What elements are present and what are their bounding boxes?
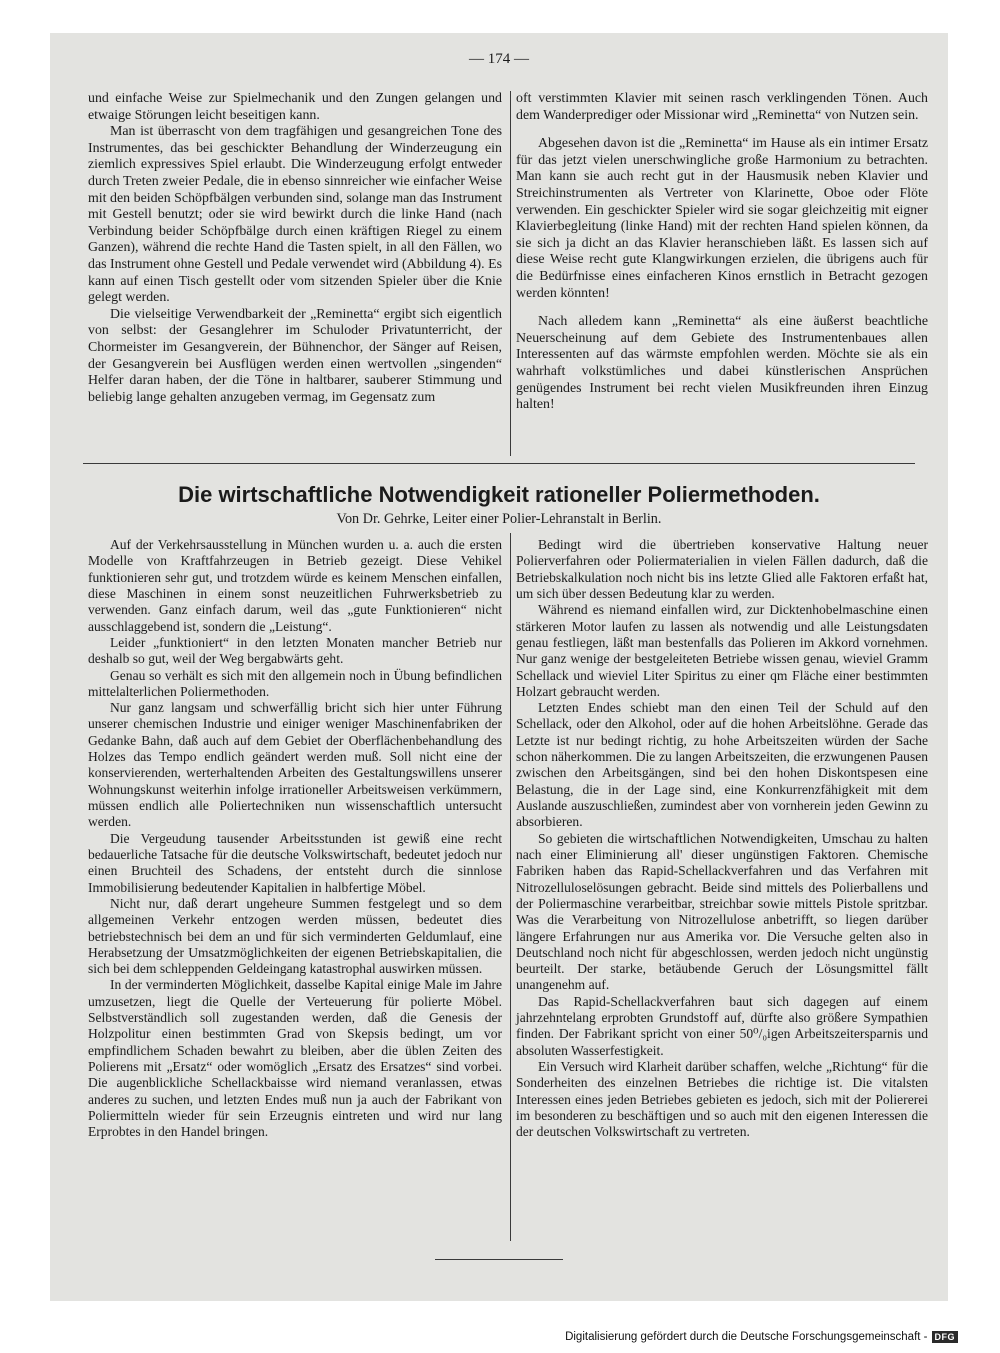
article1-right-column xyxy=(516,91,928,414)
paragraph: So gebieten die wirtschaftlichen Notwendigkeiten, Umschau zu halten nach einer Eliminierung all' dieser ungünstigen Faktoren. Chemische Fabriken haben das Rapid-Schellackverfahren und das Verfahren mit Nitrozelluloselösungen gebracht. Beide sind mittels des Polierballens und der Poliermaschine verarbeitbar, streichbar sowie mittels Pistole spritzbar. Was die Verarbeitung von Nitrozellulose anbetrifft, so liegen darüber längere Erfahrungen nur aus Amerika vor. Die Versuche gelten also in Deutschland noch nicht für abgeschlossen, werden jedoch nicht ungünstig beurteilt. Der starke, betäubende Geruch der Lösungsmittel fällt unangenehm auf. xyxy=(516,830,928,993)
article2-left-column xyxy=(88,537,502,1141)
article2-right-column xyxy=(516,537,928,1141)
page-number: — 174 — xyxy=(469,51,529,67)
paragraph: und einfache Weise zur Spielmechanik und den Zungen gelangen und etwaige Störungen leicht beseitigen kann. xyxy=(88,91,502,123)
paragraph: Die Vergeudung tausender Arbeitsstunden ist gewiß eine recht bedauerliche Tatsache für die deutsche Volkswirtschaft, bedeutet jedoch nur einen Bruchteil des Schadens, der entsteht durch die sinnlose Immobilisierung bedeutender Kapitalien in halbfertige Möbel. xyxy=(88,830,502,895)
paragraph: Das Rapid-Schellackverfahren baut sich dagegen auf einem jahrzehntelang erprobten Grundstoff auf, dürfte also größere Sympathien finden. Der Fabrikant spricht von einer 50⁰/₀igen Arbeitszeitersparnis und absoluten Wasserfestigkeit. xyxy=(516,993,928,1058)
paragraph: oft verstimmten Klavier mit seinen rasch verklingenden Tönen. Auch dem Wanderprediger oder Missionar wird „Reminetta“ von Nutzen sein. xyxy=(516,91,928,123)
paragraph: In der verminderten Möglichkeit, dasselbe Kapital einige Male im Jahre umzusetzen, liegt die Quelle der Verteuerung für polierte Möbel. Selbstverständlich soll zugestanden werden, daß die Genesis der Holzpolitur einen bestimmten Grad von Skepsis bedingt, um vor empfindlichem Schaden bewahrt zu bleiben, aber die üblen Zeiten des Polierens mit „Ersatz“ oder womöglich „Ersatz des Ersatzes“ sind vorbei. Die augenblickliche Schellackbaisse wird niemand veranlassen, etwas anderes zu suchen, und letzten Endes muß nun ja auch der Fabrikant von Poliermitteln wieder für sein Erzeugnis eintreten und wird nur lang Erprobtes in den Handel bringen. xyxy=(88,977,502,1140)
article1-left-column xyxy=(88,91,502,406)
paragraph: Genau so verhält es sich mit den allgemein noch in Übung befindlichen mittelalterlichen Poliermethoden. xyxy=(88,667,502,699)
paragraph: Die vielseitige Verwendbarkeit der „Reminetta“ ergibt sich eigentlich von selbst: der Gesanglehrer im Schuloder Privatunterricht, der Chormeister im Gesangverein, der Bühnenchor, der Sänger auf Reisen, der Gesangverein bei Ausflügen werden einen wertvollen „singenden“ Helfer daran haben, der die Töne in haltbarer, sauberer Stimmung und beliebig lange gehalten anzugeben vermag, im Gegensatz zum xyxy=(88,306,502,405)
paragraph: Letzten Endes schiebt man den einen Teil der Schuld auf den Schellack, oder den Alkohol, oder auf die hohen Arbeitslöhne. Gerade das Letzte ist nur bedingt richtig, zu hohe Arbeitszeiten würden der Sache schon näherkommen. Die zu langen Arbeitszeiten, die erzwungenen Pausen zwischen den Arbeitsgängen, sind bei den hohen Diskontspesen eine Belastung, die in der Lage sind, eine Konkurrenzfähigkeit mit dem Auslande auszuschließen, zumindest aber von vornherein jeden Gewinn zu absorbieren. xyxy=(516,700,928,830)
paragraph: Nur ganz langsam und schwerfällig bricht sich hier unter Führung unserer chemischen Industrie und einiger weniger Maschinenfabriken der Gedanke Bahn, daß auch auf dem Gebiet der Oberflächenbehandlung des Holzes das Tempo endlich geändert werden muß. Soll nicht eine der konservierenden, werterhaltenden Arbeiten des Gestaltungswillens unserer Wohnungskunst weiterhin infolge irrationeller Arbeitsweisen verkümmern, müssen endlich alle Poliertechniken nun wissenschaftlich untersucht werden. xyxy=(88,700,502,830)
scanned-page xyxy=(50,33,948,1301)
end-rule xyxy=(435,1259,563,1260)
article-byline: Von Dr. Gehrke, Leiter einer Polier-Lehranstalt in Berlin. xyxy=(336,511,662,527)
paragraph: Leider „funktioniert“ in den letzten Monaten mancher Betrieb nur deshalb so gut, weil der Weg bergabwärts geht. xyxy=(88,634,502,667)
paragraph: Nach alledem kann „Reminetta“ als eine äußerst beachtliche Neuerscheinung auf dem Gebiete des Instrumentenbaues allen Interessenten auf das wärmste empfohlen werden. Möchte sie als ein wahrhaft volkstümliches und dabei künstlerischen Ansprüchen genügendes Instrument bei recht vielen Musikfreunden ihren Einzug halten! xyxy=(516,314,928,413)
column-divider xyxy=(510,533,511,1241)
paragraph: Während es niemand einfallen wird, zur Dicktenhobelmaschine einen stärkeren Motor laufen zu lassen als notwendig und alle Leistungsdaten genau festliegen, läßt man bestenfalls das Polieren im Akkord vornehmen. Nur ganz wenige der bestgeleiteten Betriebe wissen genau, wieviel Gramm Schellack und wieviel Liter Spiritus zu einer qm Fläche einer bestimmten Holzart gebraucht werden. xyxy=(516,602,928,699)
section-divider xyxy=(83,463,915,464)
footer-text: Digitalisierung gefördert durch die Deutsche Forschungsgemeinschaft - xyxy=(565,1331,928,1343)
column-divider xyxy=(510,91,511,456)
paragraph: Abgesehen davon ist die „Reminetta“ im Hause als ein intimer Ersatz für das jetzt vielen unerschwingliche große Harmonium zu betrachten. Man kann sie auch recht gut in der Hausmusik neben Klavier und Streichinstrumenten als Vertreter von Klarinette, Oboe oder Flöte verwenden. Ein geschickter Spieler wird sie sogar gleichzeitig mit eigner Klavierbegleitung (linke Hand) mit der rechten Hand spielen können, da sie sich ja dicht an das Klavier heranschieben läßt. Es lassen sich auf diese Weise recht gute Klangwirkungen erzielen, die übrigens auch für die Bedürfnisse eines einfacheren Kinos ernstlich in Betracht gezogen werden könnten! xyxy=(516,136,928,301)
footer-credit xyxy=(565,1331,958,1343)
paragraph: Ein Versuch wird Klarheit darüber schaffen, welche „Richtung“ für die Sonderheiten des einzelnen Betriebes die richtige ist. Die vitalsten Interessen eines jeden Betriebes gebieten es jedoch, sich mit der Poliererei im besonderen zu beschäftigen und so auch mit den eigenen Interessen die der deutschen Volkswirtschaft zu vertreten. xyxy=(516,1059,928,1140)
article-title: Die wirtschaftliche Notwendigkeit rationeller Poliermethoden. xyxy=(178,482,820,507)
paragraph: Nicht nur, daß derart ungeheure Summen festgelegt und so dem allgemeinen Verkehr entzogen werden müssen, bedeutet dies betriebstechnisch bei dem an und für sich verminderten Geldumlauf, eine Herabsetzung der Umsatzmöglichkeiten der eigenen Betriebskapitalien, die sich bei dem schleppenden Geldeingang katastrophal auswirken müssen. xyxy=(88,895,502,977)
paragraph: Man ist überrascht von dem tragfähigen und gesangreichen Tone des Instrumentes, das bei geschickter Behandlung der Winderzeugung ein ziemlich expressives Spiel erlaubt. Die Winderzeugung erfolgt entweder durch Treten zweier Pedale, die in ebenso sinnreicher wie einfacher Weise mit den beiden Schöpfbälgen verbunden sind, solange man das Instrument mit Gestell benutzt; oder sie wird bewirkt durch die linke Hand (nach Verbindung beider Schöpfbälge durch einen kräftigen Riegel zu einem Ganzen), während die rechte Hand die Tasten spielt, in all den Fällen, wo das Instrument ohne Gestell und Pedale verwendet wird (Abbildung 4). Es kann auf einen Tisch gestellt oder vom sitzenden Spieler über die Knie gelegt werden. xyxy=(88,124,502,306)
paragraph: Bedingt wird die übertrieben konservative Haltung neuer Polierverfahren oder Poliermaterialien in vielen Fällen dadurch, daß die Betriebskalkulation noch nicht bis ins letzte Glied alle Faktoren erfaßt hat, um sich über dessen Bedeutung klar zu werden. xyxy=(516,537,928,601)
dfg-logo: DFG xyxy=(932,1331,959,1343)
paragraph: Auf der Verkehrsausstellung in München wurden u. a. auch die ersten Modelle von Kraftfahrzeugen in Betrieb gezeigt. Diese Vehikel funktionieren sehr gut, und trotzdem würde es keinem Menschen einfallen, diese Maschinen in einem sonst neuzeitlichen Fuhrwerksbetrieb zu verwenden. Ganz einfach darum, weil das „gute Funktionieren“ nicht ausschlaggebend ist, sondern die „Leistung“. xyxy=(88,537,502,634)
